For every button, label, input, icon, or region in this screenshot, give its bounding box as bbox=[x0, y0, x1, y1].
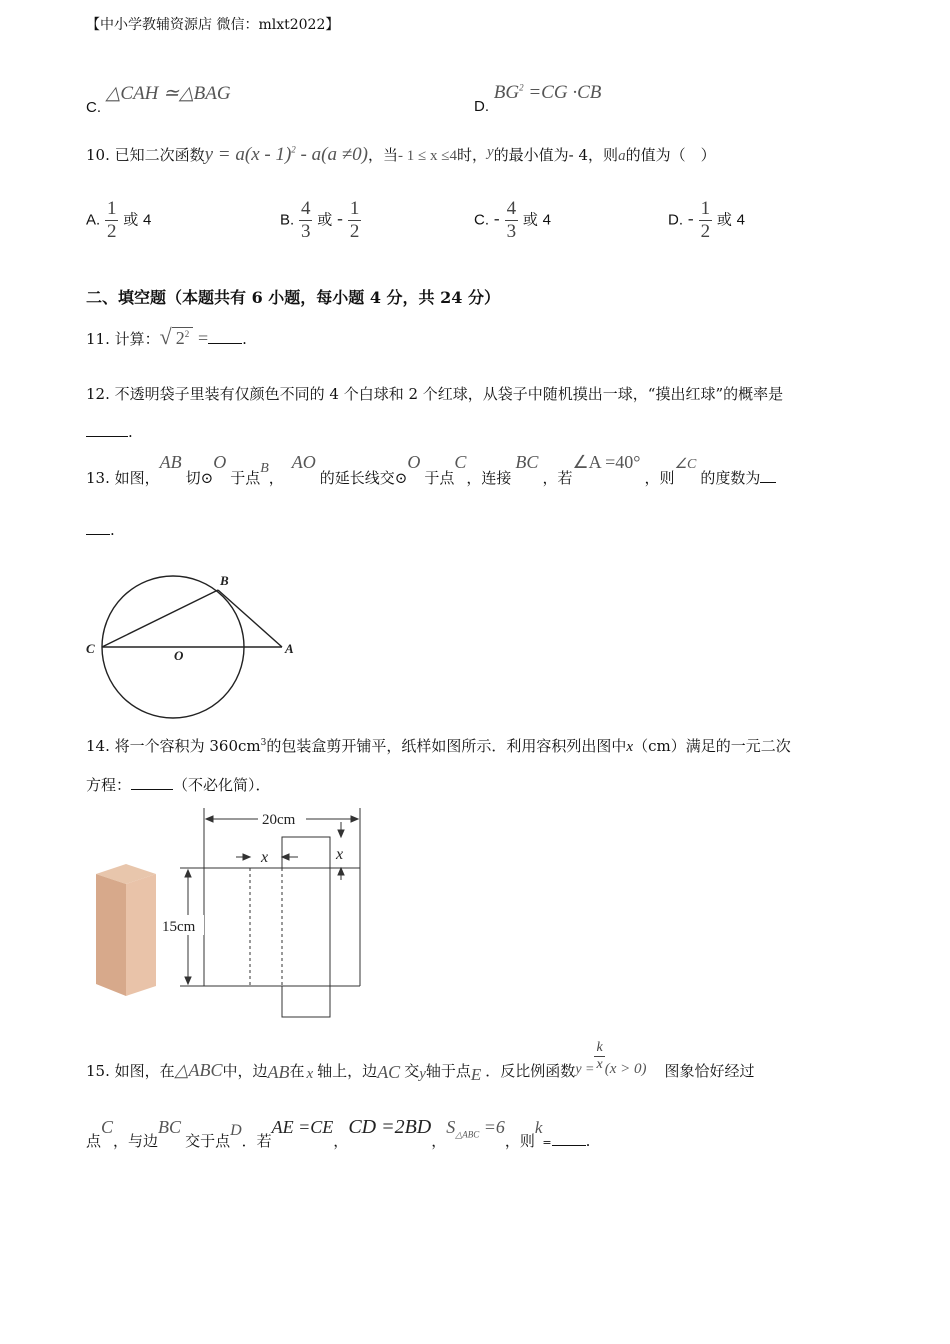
q15-s bbox=[446, 1117, 505, 1140]
q11-radicand-exp: 2 bbox=[184, 329, 190, 339]
q9-option-d-rest: =CG ·CB bbox=[528, 82, 602, 103]
x-dim-bottom-arrow bbox=[338, 868, 344, 875]
q11-suffix: . bbox=[242, 330, 247, 348]
q15-end: . bbox=[585, 1132, 591, 1150]
q10-option-d-label: D. bbox=[668, 211, 683, 229]
q14-line2-prefix: 方程： bbox=[86, 776, 132, 794]
q10-option-a-tail: 4 bbox=[143, 211, 152, 229]
box-right-face bbox=[126, 874, 156, 996]
q10-option-c bbox=[474, 198, 551, 243]
q10-option-b-neg2: - bbox=[337, 208, 344, 229]
q10-option-c-tail: 4 bbox=[542, 211, 551, 229]
q11-radicand-base: 2 bbox=[175, 328, 185, 348]
q13-ab: AB bbox=[159, 452, 182, 472]
net-flap-top bbox=[282, 837, 330, 868]
q13-prefix: 13. 如图， bbox=[86, 469, 160, 487]
q10-option-d-connector: 或 bbox=[716, 210, 732, 229]
x-label-vertical: x bbox=[336, 846, 344, 863]
x-label-horizontal: x bbox=[261, 849, 269, 866]
q10-option-b bbox=[280, 198, 361, 243]
q13-line1 bbox=[86, 452, 776, 487]
q9-option-d-expr bbox=[494, 82, 602, 103]
q15-c: C bbox=[101, 1117, 114, 1137]
q15-t3: 轴上，边 bbox=[317, 1061, 378, 1080]
q13-o2: O bbox=[407, 452, 421, 472]
q14-x: x bbox=[626, 739, 634, 755]
q10-option-c-label: C. bbox=[474, 211, 489, 229]
q9-option-c-label: C. bbox=[86, 99, 101, 116]
point-c-label: C bbox=[86, 641, 95, 656]
q15-t2: 在 bbox=[289, 1061, 305, 1080]
q9-option-d-label: D. bbox=[474, 98, 489, 115]
sqrt-icon: √ bbox=[159, 324, 172, 349]
height-label: 15cm bbox=[162, 919, 196, 935]
q10-option-b-den1: 3 bbox=[300, 221, 311, 242]
q13-line2-end: . bbox=[110, 521, 115, 539]
q15-abc: △ABC bbox=[174, 1059, 223, 1080]
q15-func-frac bbox=[594, 1040, 604, 1073]
q13-t2: 于点 bbox=[230, 469, 261, 487]
q15-line2 bbox=[86, 1116, 591, 1150]
q15-func-den: x bbox=[596, 1057, 603, 1072]
q15-t12: ， bbox=[431, 1132, 447, 1150]
q15-s-main: S bbox=[446, 1117, 456, 1137]
q14-rest2: （cm）满足的一元二次 bbox=[633, 737, 791, 755]
q15-t11: ， bbox=[333, 1132, 349, 1150]
q14-rest: 的包装盒剪开铺平，纸样如图所示．利用容积列出图中 bbox=[266, 737, 627, 755]
q15-t5: 轴于点 bbox=[425, 1061, 471, 1080]
q15-func-cond: (x > 0) bbox=[604, 1060, 647, 1077]
q13-t9: 的度数为 bbox=[700, 469, 761, 487]
q12-line2-end: . bbox=[128, 423, 133, 441]
width-arrow-left bbox=[206, 816, 213, 822]
q15-k-eq: = bbox=[542, 1136, 552, 1149]
q10-func-main: y = a(x - 1) bbox=[204, 144, 292, 165]
q10-func-rest: - a(a ≠0) bbox=[300, 144, 368, 165]
q10-option-c-neg1: - bbox=[493, 208, 500, 229]
q14-line2 bbox=[86, 774, 271, 795]
point-o-label: O bbox=[174, 648, 184, 663]
q11-prefix: 11. 计算： bbox=[86, 330, 160, 348]
q15-ac: AC bbox=[377, 1061, 401, 1082]
q11-eq: = bbox=[197, 328, 209, 348]
q10-option-a-label: A. bbox=[86, 211, 101, 229]
q15-d: D bbox=[230, 1122, 242, 1139]
q9-option-d bbox=[474, 82, 602, 115]
width-label: 20cm bbox=[262, 812, 296, 828]
q13-o1: O bbox=[213, 452, 227, 472]
q13-ao: AO bbox=[291, 452, 316, 472]
q15-answer-blank[interactable] bbox=[552, 1131, 586, 1146]
q10-mid1: ，当 bbox=[367, 146, 398, 164]
q15-k: k bbox=[534, 1118, 543, 1137]
q15-t13: ，则 bbox=[504, 1132, 535, 1150]
q10-option-d bbox=[668, 198, 745, 243]
q14-line2-suffix: （不必化简）． bbox=[173, 776, 271, 794]
q15-t4: 交 bbox=[404, 1061, 420, 1080]
q15-ab: AB bbox=[267, 1061, 290, 1082]
q15-cond1: AE =CE bbox=[271, 1117, 334, 1137]
q15-t9: 交于点 bbox=[185, 1132, 231, 1150]
q13-angle-a: ∠A =40° bbox=[572, 452, 641, 472]
q13-t3: ， bbox=[268, 469, 284, 487]
q10-option-d-den1: 2 bbox=[700, 221, 711, 242]
q15-t7: 图象恰好经过 bbox=[664, 1061, 755, 1080]
q10-option-a-frac1 bbox=[105, 198, 119, 243]
q10-option-d-tail: 4 bbox=[736, 211, 745, 229]
q14-answer-blank[interactable] bbox=[131, 775, 173, 790]
q11 bbox=[86, 324, 247, 350]
q15-t1: 中，边 bbox=[222, 1061, 268, 1080]
q13-t6: ，连接 bbox=[466, 469, 512, 487]
q10-func bbox=[205, 144, 368, 165]
height-arrow-bottom bbox=[185, 977, 191, 984]
q10-option-b-den2: 2 bbox=[349, 221, 360, 242]
q15-func-num: k bbox=[596, 1040, 603, 1055]
q10-func-exp: 2 bbox=[291, 144, 296, 155]
net-flap-bottom bbox=[282, 986, 330, 1017]
page-header: 【中小学教辅资源店 微信：mlxt2022】 bbox=[86, 17, 340, 33]
height-arrow-top bbox=[185, 870, 191, 877]
q10-option-b-num2: 1 bbox=[349, 198, 360, 219]
q15-y: y bbox=[419, 1065, 426, 1082]
q10-range: - 1 ≤ x ≤4 bbox=[397, 148, 457, 164]
q13-answer-blank-a[interactable] bbox=[760, 468, 776, 483]
q15-func-y: y = bbox=[575, 1061, 595, 1077]
q15-cond2: CD =2BD bbox=[348, 1116, 432, 1138]
q10-option-b-frac1 bbox=[299, 198, 313, 243]
point-b-label: B bbox=[220, 573, 229, 588]
segment-ba bbox=[218, 590, 282, 647]
q15-line2-point: 点 bbox=[86, 1132, 102, 1150]
q10-option-c-connector: 或 bbox=[522, 210, 538, 229]
q12-line1: 12. 不透明袋子里装有仅颜色不同的 4 个白球和 2 个红球，从袋子中随机摸出一球，“摸出红球”的概率是 bbox=[86, 385, 784, 403]
q9-option-d-exp: 2 bbox=[519, 82, 524, 93]
q12-answer-blank[interactable] bbox=[86, 422, 128, 437]
q11-answer-blank[interactable] bbox=[208, 329, 242, 344]
q13-b: B bbox=[260, 461, 269, 476]
q9-option-d-base: BG bbox=[493, 82, 520, 103]
q9-option-c-expr: △CAH ≃△BAG bbox=[105, 83, 231, 104]
q14-prefix-exp: 3 bbox=[260, 738, 267, 748]
box-left-face bbox=[96, 874, 126, 996]
q10-option-d-frac1 bbox=[699, 198, 713, 243]
q10-y: y bbox=[486, 144, 494, 160]
q15-t10: ．若 bbox=[241, 1132, 272, 1150]
q10-option-b-frac2 bbox=[348, 198, 362, 243]
q15-t6: ．反比例函数 bbox=[485, 1061, 576, 1080]
x-dim-right-arrow bbox=[282, 854, 289, 860]
q10-stem bbox=[86, 144, 716, 166]
q13-c: C bbox=[454, 452, 467, 472]
q11-radicand bbox=[172, 327, 194, 348]
q15-s-sub: △ABC bbox=[455, 1129, 480, 1140]
q10-option-c-den1: 3 bbox=[506, 221, 517, 242]
q12-line2 bbox=[86, 422, 133, 441]
q10-prefix: 10. 已知二次函数 bbox=[86, 146, 205, 164]
q15-bc: BC bbox=[158, 1117, 182, 1137]
q10-option-d-num1: 1 bbox=[700, 198, 711, 219]
q10-option-a-connector: 或 bbox=[123, 210, 139, 229]
q15-s-val: =6 bbox=[483, 1117, 505, 1137]
q13-t8: ，则 bbox=[644, 469, 675, 487]
q10-option-a bbox=[86, 198, 151, 243]
width-arrow-right bbox=[351, 816, 358, 822]
q10-mid4: ，则 bbox=[588, 146, 619, 164]
q13-figure bbox=[80, 566, 310, 726]
q10-option-b-label: B. bbox=[280, 211, 295, 229]
q15-prefix: 15. 如图，在 bbox=[86, 1061, 175, 1080]
q10-mid2: 时， bbox=[456, 146, 487, 164]
x-dim-left-arrow bbox=[243, 854, 250, 860]
point-a-label: A bbox=[285, 641, 294, 656]
q13-t4: 的延长线交⊙ bbox=[319, 469, 408, 487]
q14-prefix: 14. 将一个容积为 360cm bbox=[86, 737, 261, 755]
q10-option-a-num1: 1 bbox=[106, 198, 117, 219]
q15-e: E bbox=[470, 1064, 482, 1084]
q10-a: a bbox=[618, 148, 626, 164]
q13-bc: BC bbox=[515, 452, 539, 472]
segment-cb bbox=[102, 590, 218, 647]
q13-answer-blank-b[interactable] bbox=[86, 520, 110, 535]
q13-t5: 于点 bbox=[424, 469, 455, 487]
q13-line2 bbox=[86, 520, 115, 539]
q13-t7: ，若 bbox=[542, 469, 573, 487]
q13-angle-c: ∠C bbox=[674, 457, 697, 472]
q9-option-c bbox=[86, 82, 231, 116]
q10-option-d-neg1: - bbox=[687, 208, 694, 229]
q10-mid3: 的最小值为 bbox=[493, 146, 569, 164]
q10-option-b-connector: 或 bbox=[317, 210, 333, 229]
section-2-title: 二、填空题（本题共有 6 小题，每小题 4 分，共 24 分） bbox=[86, 288, 500, 307]
x-dim-top-arrow bbox=[338, 830, 344, 837]
q10-suffix: 的值为（ ） bbox=[625, 146, 716, 164]
q15-line1 bbox=[86, 1040, 755, 1084]
q10-min: - 4 bbox=[568, 146, 589, 164]
q10-option-c-frac1 bbox=[505, 198, 519, 243]
q10-option-a-den1: 2 bbox=[106, 221, 117, 242]
q14-figure bbox=[90, 800, 380, 1025]
q13-t1: 切⊙ bbox=[185, 469, 214, 487]
q15-t8: ，与边 bbox=[113, 1132, 159, 1150]
q14-line1 bbox=[86, 735, 791, 756]
q15-x: x bbox=[306, 1065, 314, 1082]
q10-option-c-num1: 4 bbox=[506, 198, 517, 219]
q10-option-b-num1: 4 bbox=[300, 198, 311, 219]
